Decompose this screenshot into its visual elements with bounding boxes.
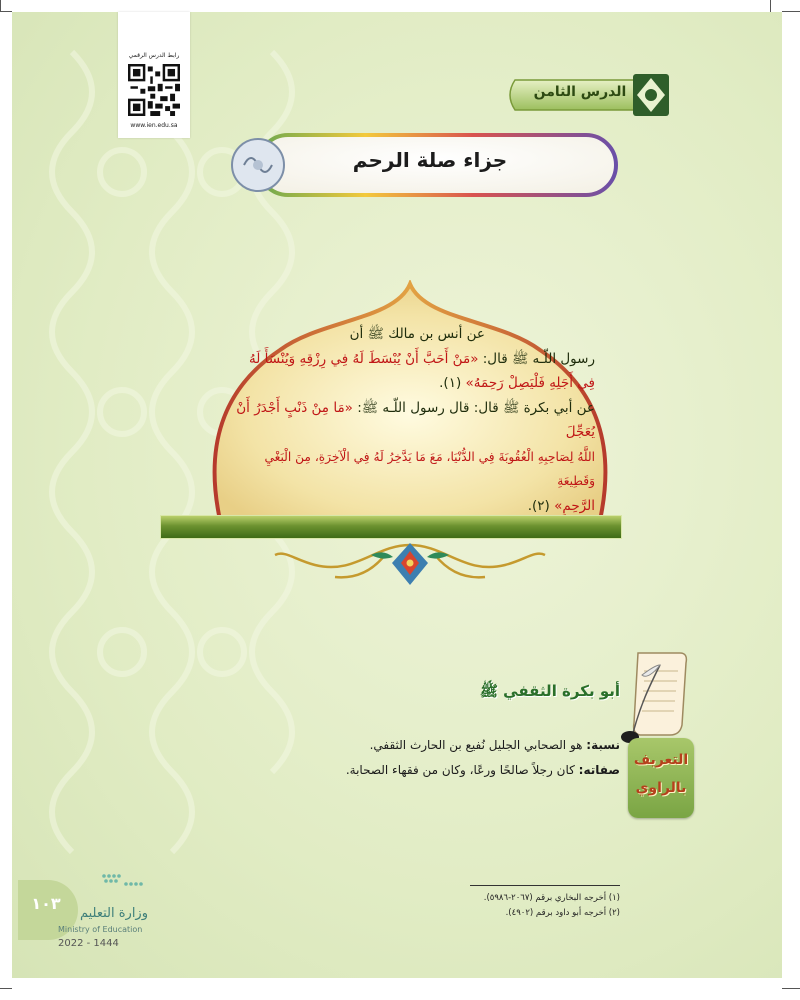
hadith-line-2-pre: رسول اللّـه ﷺ قال:: [478, 350, 595, 367]
tab-label-line-1: التعريف: [633, 752, 689, 768]
hadith-quote: «مَا مِنْ ذَنْبٍ أَجْدَرُ أَنْ يُعَجِّلَ: [236, 399, 595, 440]
qr-code-icon[interactable]: [128, 64, 180, 116]
lineage-label: نسبة:: [586, 738, 620, 752]
hadith-line: [225, 445, 595, 494]
ministry-name-ar: وزارة التعليم: [79, 906, 148, 921]
qr-url[interactable]: www.ien.edu.sa: [130, 122, 178, 129]
footnote-ref[interactable]: (١).: [439, 375, 466, 391]
hadith-line-1: عن أنس بن مالك ﷺ أن: [349, 326, 485, 342]
page-number: ١٠٣: [31, 894, 61, 913]
edition-year: 2022 - 1444: [58, 938, 119, 949]
ministry-logo-icon: [100, 872, 146, 888]
crop-mark: [782, 11, 800, 12]
traits-label: صفاته:: [578, 763, 620, 777]
qr-title: رابط الدرس الرقمي: [128, 52, 180, 59]
narrator-traits: [240, 763, 620, 777]
hadith-line-4-pre: عن أبي بكرة ﷺ قال: قال رسول اللّـه ﷺ:: [352, 399, 595, 416]
scroll-quill-icon: [620, 645, 695, 745]
hadith-quote: الرَّحِمِ»: [554, 497, 595, 514]
crop-mark: [782, 988, 800, 989]
hadith-line: [225, 371, 595, 396]
crop-mark: [0, 11, 12, 12]
hadith-quote: اللَّهُ لِصَاحِبِهِ الْعُقُوبَةَ فِي الدُّنْيَا، مَعَ مَا يَدَّخِرُ لَهُ فِي الْآخِرَةِ، مِنَ الْبَغْيِ وَقَطِيعَةِ: [264, 449, 595, 488]
qr-card[interactable]: [118, 12, 190, 138]
lesson-title: جزاء صلة الرحم: [352, 148, 508, 172]
footnote-divider: [470, 885, 620, 886]
traits-text: كان رجلاً صالحًا ورعًا، وكان من فقهاء الصحابة.: [345, 763, 579, 777]
lineage-text: هو الصحابي الجليل نُفيع بن الحارث الثقفي.: [369, 738, 587, 752]
hadith-line: [225, 322, 595, 347]
tab-label-line-2: بالراوي: [635, 780, 687, 796]
hadith-line: [225, 396, 595, 445]
narrator-lineage: [240, 738, 620, 752]
crop-mark: [770, 0, 771, 12]
hadith-line: [225, 347, 595, 372]
narrator-name: أبو بكرة الثقفي ﷺ: [479, 682, 620, 700]
lesson-tag: الدرس الثامن: [533, 84, 627, 100]
hadith-quote: فِي أَجَلِهِ فَلْيَصِلْ رَحِمَهُ»: [465, 375, 595, 391]
ministry-name-en: Ministry of Education: [58, 925, 143, 934]
hadith-quote: «مَنْ أَحَبَّ أَنْ يُبْسَطَ لَهُ فِي رِزْقِهِ وَيُنْسَأَ لَهُ: [249, 350, 479, 367]
narrator-info-tab: [628, 738, 694, 818]
hadith-text: [225, 322, 595, 518]
crop-mark: [0, 988, 12, 989]
footnote-ref[interactable]: (٢).: [527, 497, 555, 514]
footnote-item: (١) أخرجه البخاري برقم (٢٠٦٧-٥٩٨٦).: [483, 893, 620, 903]
footnote-item: (٢) أخرجه أبو داود برقم (٤٩٠٢).: [505, 908, 620, 918]
ornament-icon: [265, 535, 555, 595]
